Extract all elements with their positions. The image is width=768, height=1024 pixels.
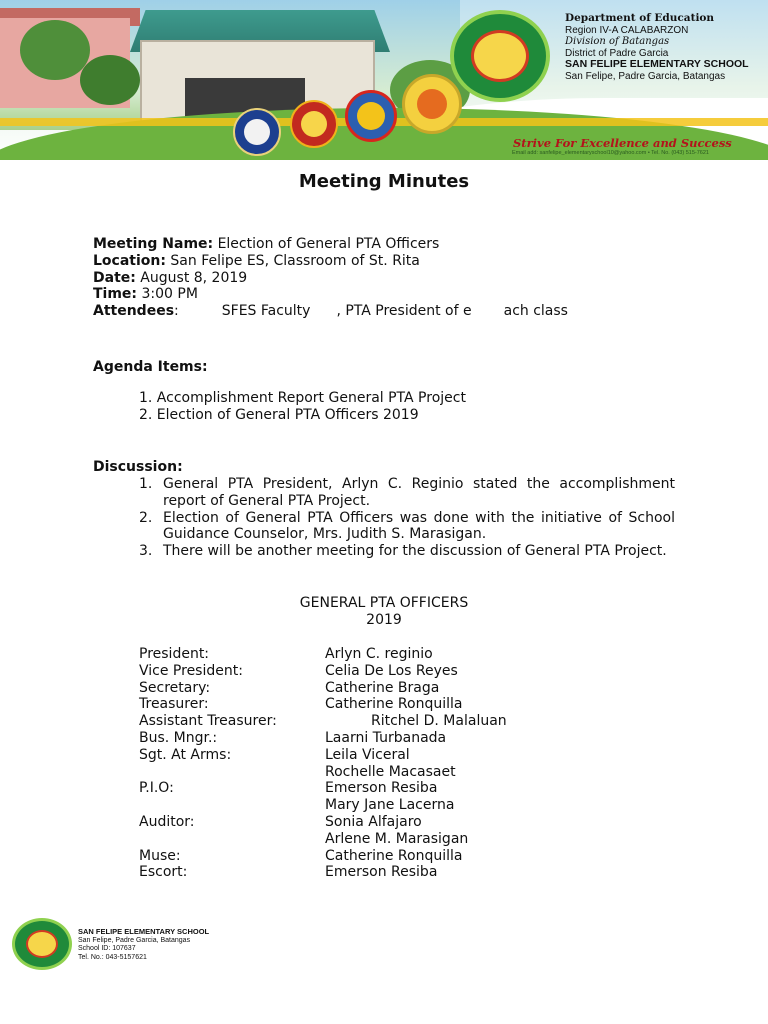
meta-value: San Felipe ES, Classroom of St. Rita	[165, 252, 420, 269]
deped-seal-icon	[233, 108, 281, 156]
division-seal-icon	[345, 90, 397, 142]
officer-role: President:	[139, 646, 210, 662]
item-text: Election of General PTA Officers was done with the initiative of School Guidance Counselor, Mrs. Judith S. Marasigan.	[163, 509, 675, 543]
list-item: 2. Election of General PTA Officers 2019	[139, 407, 419, 423]
meta-label: Meeting Name:	[93, 236, 214, 252]
officer-name: Laarni Turbanada	[325, 729, 447, 746]
officer-name: Ritchel D. Malaluan	[371, 713, 507, 730]
meta-value: August 8, 2019	[135, 269, 248, 286]
officer-name: Leila Viceral	[325, 746, 410, 763]
school-address: San Felipe, Padre Garcia, Batangas	[565, 70, 726, 82]
officer-role: Assistant Treasurer:	[139, 713, 277, 730]
officer-role: Vice President:	[139, 662, 243, 679]
meta-value: 3:00 PM	[137, 286, 198, 303]
meta-value: Election of General PTA Officers	[213, 236, 440, 252]
officer-name: Emerson Resiba	[325, 780, 438, 797]
list-item	[139, 476, 675, 510]
agency-block	[565, 13, 765, 82]
footer-block	[78, 928, 209, 962]
officer-role: Auditor:	[139, 813, 195, 830]
officers-heading	[0, 595, 768, 629]
officer-name: Arlene M. Marasigan	[325, 830, 469, 847]
meta-label: Date:	[93, 269, 136, 286]
officer-name: Catherine Ronquilla	[325, 696, 463, 713]
officer-name: Sonia Alfajaro	[325, 813, 422, 830]
officers-heading-year: 2019	[366, 612, 402, 628]
region-name: Region IV-A CALABARZON	[565, 24, 689, 36]
list-item	[139, 543, 675, 560]
meta-label: Location:	[93, 252, 166, 269]
officer-role: Treasurer:	[139, 696, 209, 713]
officer-name: Rochelle Macasaet	[325, 763, 456, 780]
school-seal-icon	[450, 10, 550, 102]
officer-name: Celia De Los Reyes	[325, 662, 458, 679]
discussion-heading: Discussion:	[93, 459, 183, 475]
region-seal-icon	[290, 100, 338, 148]
list-item	[139, 510, 675, 544]
document-title: Meeting Minutes	[298, 171, 470, 192]
school-contact: Email add: sanfelipe_elementaryschool10@yahoo.com • Tel. No. (043) 515-7621	[512, 150, 709, 156]
item-number: 3.	[139, 543, 153, 560]
time-row	[93, 286, 568, 303]
footer-tel: Tel. No.: 043-5157621	[78, 953, 147, 961]
officer-name: Catherine Ronquilla	[325, 847, 463, 864]
attendees-colon: :	[174, 303, 179, 320]
attendees-part: , PTA President of e	[336, 303, 472, 320]
meta-label: Attendees	[93, 303, 175, 320]
footer-address: San Felipe, Padre Garcia, Batangas	[78, 936, 191, 944]
item-number: 2.	[139, 509, 153, 526]
officer-role: Secretary:	[139, 679, 211, 696]
item-text: There will be another meeting for the discussion of General PTA Project.	[163, 543, 667, 560]
item-number: 1.	[139, 476, 153, 492]
officer-name: Catherine Braga	[325, 679, 440, 696]
meeting-details	[93, 236, 568, 320]
date-row	[93, 270, 568, 287]
officer-name: Arlyn C. reginio	[325, 646, 433, 662]
footer-school-id: School ID: 107637	[78, 945, 136, 952]
officers-heading-line: GENERAL PTA OFFICERS	[299, 595, 469, 611]
location-row	[93, 253, 568, 270]
school-motto: Strive For Excellence and Success	[513, 136, 732, 150]
department-name: Department of Education	[565, 12, 715, 24]
meeting-name-row	[93, 236, 568, 253]
district-seal-icon	[402, 74, 462, 134]
attendees-part: SFES Faculty	[221, 303, 311, 320]
district-name: District of Padre Garcia	[565, 47, 669, 59]
meta-label: Time:	[93, 286, 138, 303]
attendees-row	[93, 303, 568, 320]
agenda-list	[139, 390, 466, 424]
item-text: General PTA President, Arlyn C. Reginio stated the accomplishment report of General PTA Project.	[163, 476, 675, 509]
division-name: Division of Batangas	[565, 36, 670, 47]
officer-name: Mary Jane Lacerna	[325, 797, 455, 814]
officer-role: Bus. Mngr.:	[139, 729, 218, 746]
attendees-part: ach class	[503, 303, 568, 320]
school-name: SAN FELIPE ELEMENTARY SCHOOL	[565, 58, 749, 70]
footer-school-seal-icon	[12, 918, 72, 970]
agenda-heading: Agenda Items:	[93, 359, 208, 375]
officer-role: Escort:	[139, 864, 188, 881]
officer-role: Sgt. At Arms:	[139, 746, 232, 763]
tree-shape	[80, 55, 140, 105]
officer-role: Muse:	[139, 847, 181, 864]
officer-role: P.I.O:	[139, 780, 174, 797]
footer-school-name: SAN FELIPE ELEMENTARY SCHOOL	[78, 927, 210, 936]
header-banner	[0, 0, 768, 160]
list-item: 1. Accomplishment Report General PTA Project	[139, 390, 466, 406]
discussion-list	[139, 476, 675, 560]
tree-shape	[20, 20, 90, 80]
officer-name: Emerson Resiba	[325, 864, 438, 881]
